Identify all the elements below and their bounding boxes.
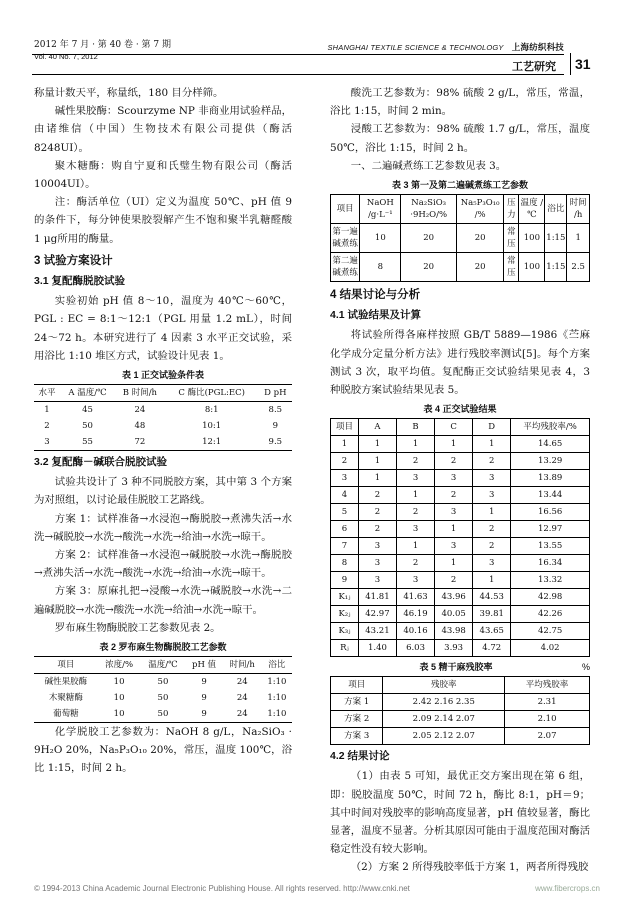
- table-cell: 2: [473, 453, 511, 470]
- table-header-cell: B: [396, 419, 434, 436]
- table-cell: 4: [331, 487, 359, 504]
- table-cell: 常压: [504, 224, 519, 253]
- table-cell: 3: [473, 470, 511, 487]
- table-cell: 40.16: [396, 623, 434, 640]
- table-cell: 9: [201, 693, 207, 704]
- table-cell: 1:15: [545, 224, 567, 253]
- section-heading: 3 试验方案设计: [34, 254, 113, 267]
- table-cell: 方案 2: [331, 711, 383, 728]
- table-cell: 1.40: [358, 640, 396, 657]
- paragraph: （1）由表 5 可知，最优正交方案出现在第 6 组，即：脱胶温度 50℃，时间 72 h，酶比 8:1，pH＝9；其中时间对残胶率的影响高度显著，pH 值较显著，酶比显著，温度不显著。分析其原因可能由于温度范围对酶活稳定性没有较大影响。: [330, 770, 590, 856]
- header-issue: [34, 40, 171, 62]
- table-cell: 2: [396, 504, 434, 521]
- table-header-cell: 浴比: [262, 657, 292, 674]
- table-cell: 木聚糖酶: [48, 693, 83, 704]
- table-cell: 3: [358, 572, 396, 589]
- table-cell: 13.32: [511, 572, 590, 589]
- right-column: [330, 84, 590, 877]
- table-cell: 8: [331, 555, 359, 572]
- table-cell: 48: [134, 421, 146, 432]
- table-cell: 46.19: [396, 606, 434, 623]
- table-cell: 2: [44, 421, 50, 432]
- table-header-cell: C 酶比(PGL:EC): [165, 385, 259, 402]
- table-cell: 8:1: [204, 405, 219, 416]
- table-cell: 9: [272, 421, 278, 432]
- table-cell: 40.05: [435, 606, 473, 623]
- table-cell: 4.02: [511, 640, 590, 657]
- table-cell: 3.93: [435, 640, 473, 657]
- table-cell: 8: [360, 253, 401, 282]
- table-header-cell: 项目: [331, 419, 359, 436]
- paragraph: 方案 2：试样准备→水浸泡→碱脱胶→水洗→酶脱胶→煮沸失活→水洗→酸洗→水洗→给油→水洗→晾干。: [34, 549, 292, 580]
- table-cell: 9: [331, 572, 359, 589]
- table-cell: 2.42 2.16 2.35: [383, 694, 505, 711]
- table-row: [331, 470, 590, 487]
- table-cell: 葡萄糖: [34, 706, 98, 723]
- table-cell: 1: [358, 436, 396, 453]
- table-header-cell: 浴比: [545, 195, 567, 224]
- table-cell: 常压: [504, 253, 519, 282]
- table-header-cell: 项目: [34, 657, 98, 674]
- table-3: [330, 194, 590, 282]
- table-header-cell: 温度/℃: [141, 657, 186, 674]
- table-row: [331, 711, 590, 728]
- note-paragraph: 注：酶活单位（UI）定义为温度 50℃、pH 值 9 的条件下，每分钟使果胶裂解产生不饱和聚半乳糖醛酸 1 μg所用的酶量。: [34, 196, 292, 245]
- copyright-footer: © 1994-2013 China Academic Journal Electronic Publishing House. All rights reserved. http://www.cnki.net: [34, 884, 410, 893]
- table-cell: 20: [456, 224, 504, 253]
- paragraph: 聚木糖酶：购自宁夏和氏璧生物有限公司（酶活10004UI）。: [34, 159, 292, 191]
- table-cell: 2: [358, 521, 396, 538]
- table-cell: K₃ⱼ: [331, 623, 359, 640]
- table-header-cell: 平均残胶率/%: [511, 419, 590, 436]
- table-cell: 3: [34, 434, 60, 451]
- table-row: [331, 606, 590, 623]
- paragraph: 将试验所得各麻样按照 GB/T 5889—1986《苎麻化学成分定量分析方法》进行残胶率测试[5]。每个方案测试 3 次，取平均值。复配酶正交试验结果见表 4，3 种脱胶方案试验结果见表 5。: [330, 329, 590, 397]
- journal-issue: 2012 年 7 月 · 第 40 卷 · 第 7 期: [34, 40, 171, 50]
- header-rule: [32, 54, 564, 55]
- left-column: [34, 84, 292, 778]
- table-cell: K₂ⱼ: [331, 606, 359, 623]
- table-cell: 24: [223, 706, 262, 723]
- header-rule-lower: [32, 74, 564, 75]
- table-cell: 3: [331, 470, 359, 487]
- table-cell: 2: [331, 453, 359, 470]
- table-caption: 表 2 罗布麻生物酶脱胶工艺参数: [99, 642, 227, 653]
- table-cell: 14.65: [511, 436, 590, 453]
- table-row: [331, 623, 590, 640]
- table-row: [34, 706, 292, 723]
- table-cell: 43.98: [435, 623, 473, 640]
- table-cell: 12.97: [511, 521, 590, 538]
- table-header-cell: A 温度/℃: [60, 385, 115, 402]
- table-row: [331, 504, 590, 521]
- table-cell: 3: [435, 538, 473, 555]
- table-cell: 1: [331, 436, 359, 453]
- table-2: [34, 656, 292, 723]
- table-cell: 44.53: [473, 589, 511, 606]
- section-label: 工艺研究: [512, 60, 556, 73]
- table-caption: 表 1 正交试验条件表: [121, 370, 204, 381]
- table-cell: 100: [519, 224, 545, 253]
- table-cell: 45: [82, 405, 93, 416]
- paragraph: 化学脱胶工艺参数为：NaOH 8 g/L，Na₂SiO₃ · 9H₂O 20%，Na₅P₃O₁₀ 20%，常压，温度 100℃，浴比 1:15，时间 2 h。: [34, 726, 292, 775]
- subsection-heading: 3.2 复配酶－碱联合脱胶试验: [34, 456, 168, 469]
- table-cell: 39.81: [473, 606, 511, 623]
- table-row: [331, 436, 590, 453]
- table-cell: 10:1: [202, 421, 222, 432]
- table-cell: 20: [456, 253, 504, 282]
- subsection-heading: 3.1 复配酶脱胶试验: [34, 275, 126, 288]
- paragraph: 酸洗工艺参数为：98% 硫酸 2 g/L，常压，常温，浴比 1:15，时间 2 min。: [330, 87, 590, 118]
- table-header-cell: NaOH /g·L⁻¹: [360, 195, 401, 224]
- table-cell: 13.55: [511, 538, 590, 555]
- table-cell: 碱性果胶酶: [44, 677, 88, 688]
- table-cell: 1: [473, 572, 511, 589]
- table-header-cell: 时间 /h: [567, 195, 590, 224]
- subsection-heading: 4.2 结果讨论: [330, 750, 390, 763]
- table-row: [34, 418, 292, 434]
- table-cell: 43.65: [473, 623, 511, 640]
- table-header-cell: 压力: [504, 195, 519, 224]
- table-cell: 50: [82, 421, 93, 432]
- paragraph: 浸酸工艺参数为：98% 硫酸 1.7 g/L，常压，温度 50℃，浴比 1:15，时间 2 h。: [330, 123, 590, 154]
- table-header-cell: Na₂SiO₃ ·9H₂O/%: [401, 195, 456, 224]
- table-cell: 3: [358, 555, 396, 572]
- table-cell: 5: [331, 504, 359, 521]
- table-cell: 1: [567, 224, 590, 253]
- table-cell: 3: [396, 521, 434, 538]
- table-cell: 方案 1: [331, 694, 383, 711]
- table-cell: 6.03: [396, 640, 434, 657]
- table-cell: 3: [473, 555, 511, 572]
- table-cell: 10: [113, 693, 125, 704]
- paragraph: 方案 1：试样准备→水浸泡→酶脱胶→煮沸失活→水洗→碱脱胶→水洗→酸洗→水洗→给油→水洗→晾干。: [34, 512, 292, 543]
- table-cell: 方案 3: [331, 728, 383, 745]
- table-cell: 3: [435, 504, 473, 521]
- table-header-cell: D: [473, 419, 511, 436]
- table-caption: 表 4 正交试验结果: [423, 404, 497, 415]
- paragraph: 实验初始 pH 值 8～10，温度为 40℃～60℃，PGL : EC = 8:1～12:1（PGL 用量 1.2 mL），时间 24～72 h。本研究进行了 4 因素 3 水平正交试验，采用浴比 1:10 堆区方式，试验设计见表 1。: [34, 295, 292, 362]
- table-header-cell: Na₅P₃O₁₀ /%: [456, 195, 504, 224]
- table-5-unit: %: [581, 662, 590, 673]
- table-row: [331, 453, 590, 470]
- table-5: [330, 676, 590, 745]
- table-header-cell: 残胶率: [383, 677, 505, 694]
- table-cell: 13.29: [511, 453, 590, 470]
- subsection-heading: 4.1 试验结果及计算: [330, 309, 422, 322]
- table-cell: 16.34: [511, 555, 590, 572]
- watermark: www.fibercrops.cn: [535, 884, 600, 893]
- table-1: [34, 384, 292, 451]
- table-cell: 1: [396, 538, 434, 555]
- table-cell: 2.05 2.12 2.07: [383, 728, 505, 745]
- table-row: [34, 674, 292, 691]
- table-header-cell: A: [358, 419, 396, 436]
- table-header-cell: 项目: [331, 677, 383, 694]
- table-cell: 9.5: [259, 434, 292, 451]
- table-cell: K₁ⱼ: [331, 589, 359, 606]
- table-cell: 2: [473, 521, 511, 538]
- table-cell: 1: [435, 436, 473, 453]
- table-cell: 第二遍碱煮练: [331, 253, 360, 282]
- table-cell: 2.31: [505, 694, 590, 711]
- paragraph: 称量计数天平，称量纸，180 目分样筛。: [34, 87, 224, 99]
- paragraph: 试验共设计了 3 种不同脱胶方案，其中第 3 个方案为对照组，以讨论最佳脱胶工艺路线。: [34, 476, 292, 507]
- table-row: [331, 728, 590, 745]
- table-row: [34, 690, 292, 706]
- table-cell: 1:10: [262, 706, 292, 723]
- table-cell: 3: [473, 487, 511, 504]
- table-cell: 2: [435, 487, 473, 504]
- table-cell: 1:10: [267, 677, 287, 688]
- table-row: [331, 538, 590, 555]
- volume-line: Vol. 40 No. 7, 2012: [34, 52, 98, 61]
- table-cell: 8.5: [268, 405, 283, 416]
- journal-name-cn: 上海纺织科技: [511, 42, 564, 52]
- table-cell: 42.98: [511, 589, 590, 606]
- table-row: [34, 402, 292, 419]
- table-cell: 41.63: [396, 589, 434, 606]
- table-cell: 2: [435, 453, 473, 470]
- table-cell: 13.44: [511, 487, 590, 504]
- section-heading: 4 结果讨论与分析: [330, 289, 421, 302]
- table-cell: 43.96: [435, 589, 473, 606]
- table-cell: 10: [98, 706, 141, 723]
- table-cell: 43.21: [358, 623, 396, 640]
- table-header-cell: 水平: [34, 385, 60, 402]
- table-header-cell: 时间/h: [223, 657, 262, 674]
- page-number: 31: [570, 53, 605, 75]
- table-cell: 3: [396, 470, 434, 487]
- table-row: [331, 224, 590, 253]
- header-journal-name: [327, 41, 564, 53]
- table-header-cell: C: [435, 419, 473, 436]
- table-row: [331, 521, 590, 538]
- table-cell: 1: [435, 555, 473, 572]
- table-cell: 10: [360, 224, 401, 253]
- table-cell: 1: [358, 470, 396, 487]
- table-cell: 9: [201, 677, 207, 688]
- table-header-cell: 平均残胶率: [505, 677, 590, 694]
- table-cell: 1: [435, 521, 473, 538]
- table-cell: 50: [141, 706, 186, 723]
- table-cell: 2: [396, 453, 434, 470]
- table-cell: 24: [236, 677, 248, 688]
- table-header-cell: B 时间/h: [115, 385, 165, 402]
- table-cell: 55: [60, 434, 115, 451]
- paragraph: 一、二遍碱煮练工艺参数见表 3。: [350, 159, 507, 172]
- table-cell: 24: [134, 405, 146, 416]
- table-cell: 10: [113, 677, 125, 688]
- table-cell: 1: [473, 436, 511, 453]
- table-row: [331, 589, 590, 606]
- table-cell: 2.5: [567, 253, 590, 282]
- table-header-cell: 浓度/%: [98, 657, 141, 674]
- table-cell: 1: [396, 436, 434, 453]
- table-cell: 3: [435, 470, 473, 487]
- paragraph: 碱性果胶酶：Scourzyme NP 非商业用试验样品，由诸维信（中国）生物技术有限公司提供（酶活8248UI）。: [34, 105, 292, 154]
- table-cell: 1:15: [545, 253, 567, 282]
- table-cell: 1: [396, 487, 434, 504]
- table-cell: 4.72: [473, 640, 511, 657]
- table-caption: [330, 660, 590, 674]
- table-header-cell: pH 值: [185, 657, 222, 674]
- table-header-cell: 项目: [331, 195, 360, 224]
- table-cell: 7: [331, 538, 359, 555]
- table-cell: Rⱼ: [331, 640, 359, 657]
- table-row: [331, 572, 590, 589]
- table-cell: 2: [435, 572, 473, 589]
- table-cell: 16.56: [511, 504, 590, 521]
- table-cell: 2: [396, 555, 434, 572]
- table-cell: 6: [331, 521, 359, 538]
- table-cell: 42.97: [358, 606, 396, 623]
- table-cell: 3: [358, 538, 396, 555]
- table-5-title: 表 5 精干麻残胶率: [419, 662, 493, 673]
- table-row: [331, 694, 590, 711]
- table-row: [34, 434, 292, 451]
- table-cell: 13.89: [511, 470, 590, 487]
- table-row: [331, 253, 590, 282]
- table-header-cell: D pH: [259, 385, 292, 402]
- table-cell: 2.10: [505, 711, 590, 728]
- table-cell: 第一遍碱煮练: [331, 224, 360, 253]
- journal-name-en: SHANGHAI TEXTILE SCIENCE & TECHNOLOGY: [327, 43, 504, 52]
- table-cell: 12:1: [165, 434, 259, 451]
- table-cell: 20: [401, 224, 456, 253]
- table-cell: 1: [44, 405, 50, 416]
- table-cell: 2: [473, 538, 511, 555]
- table-cell: 9: [185, 706, 222, 723]
- table-row: [331, 555, 590, 572]
- paragraph: 方案 3：原麻扎把→浸酸→水洗→碱脱胶→水洗→二遍碱脱胶→水洗→酸洗→水洗→给油→水洗→晾干。: [34, 585, 292, 616]
- table-cell: 100: [519, 253, 545, 282]
- paragraph: （2）方案 2 所得残胶率低于方案 1，两者所得残胶: [350, 861, 589, 874]
- table-cell: 2: [358, 487, 396, 504]
- table-row: [331, 487, 590, 504]
- table-caption: 表 3 第一及第二遍碱煮练工艺参数: [391, 180, 528, 191]
- paragraph: 罗布麻生物酶脱胶工艺参数见表 2。: [54, 621, 221, 634]
- table-4: [330, 418, 590, 657]
- table-cell: 41.81: [358, 589, 396, 606]
- table-cell: 2.09 2.14 2.07: [383, 711, 505, 728]
- table-cell: 50: [157, 677, 169, 688]
- table-cell: 50: [157, 693, 169, 704]
- table-cell: 20: [401, 253, 456, 282]
- table-row: [331, 640, 590, 657]
- table-cell: 42.26: [511, 606, 590, 623]
- table-cell: 1: [473, 504, 511, 521]
- table-cell: 24: [236, 693, 248, 704]
- table-cell: 2: [358, 504, 396, 521]
- table-cell: 42.75: [511, 623, 590, 640]
- table-cell: 1: [358, 453, 396, 470]
- table-header-cell: 温度 /℃: [519, 195, 545, 224]
- table-cell: 3: [396, 572, 434, 589]
- table-cell: 72: [115, 434, 165, 451]
- table-cell: 1:10: [267, 693, 287, 704]
- table-cell: 2.07: [505, 728, 590, 745]
